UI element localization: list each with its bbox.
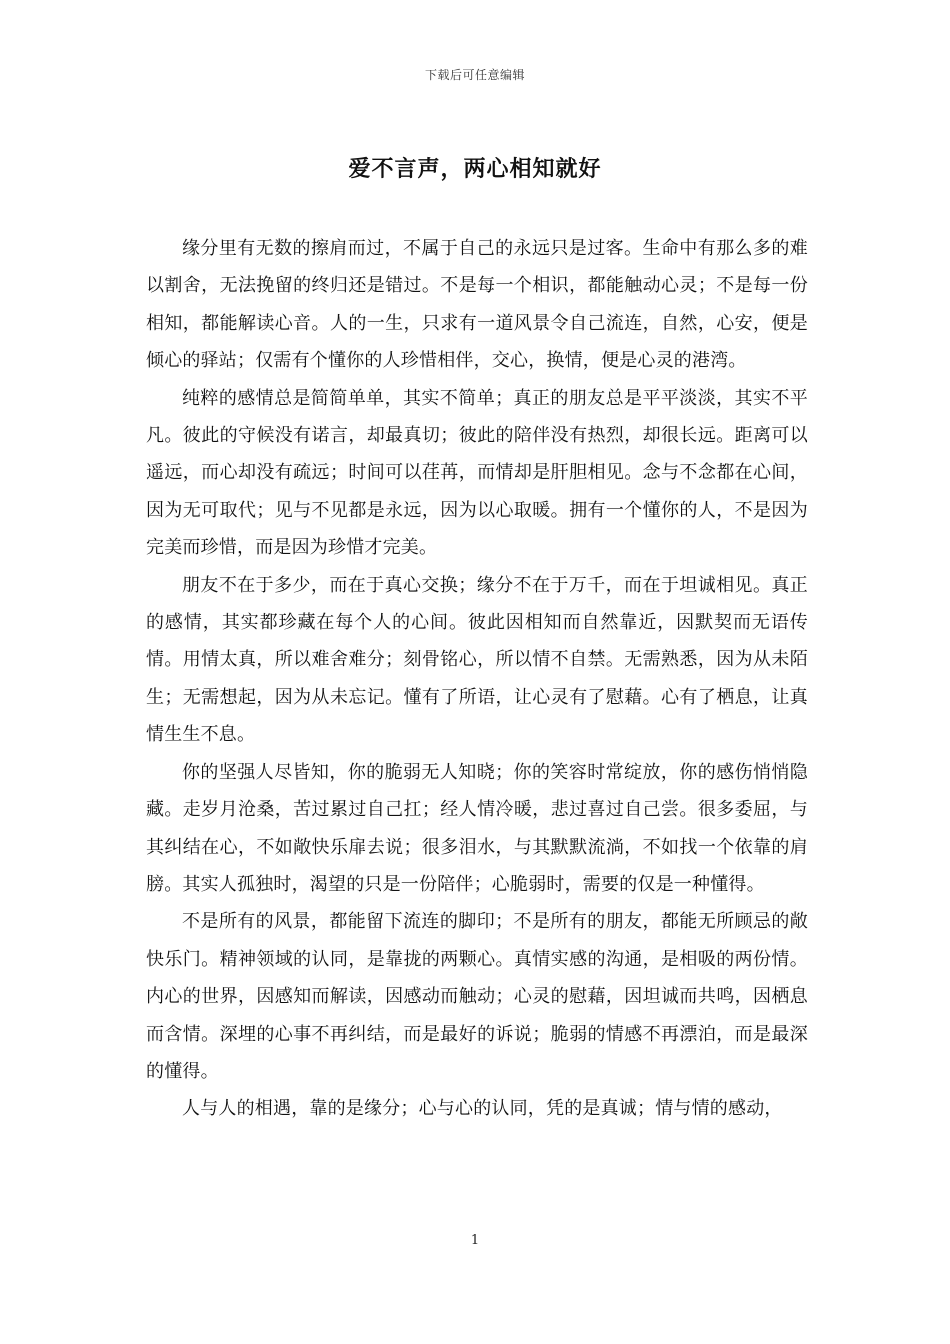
paragraph: 缘分里有无数的擦肩而过，不属于自己的永远只是过客。生命中有那么多的难以割舍，无法挽留的终归还是错过。不是每一个相识，都能触动心灵；不是每一份相知，都能解读心音。人的一生，只求有一道风景令自己流连，自然，心安，便是倾心的驿站；仅需有个懂你的人珍惜相伴，交心，换情，便是心灵的港湾。 [146,238,808,372]
paragraph: 纯粹的感情总是简简单单，其实不简单；真正的朋友总是平平淡淡，其实不平凡。彼此的守候没有诺言，却最真切；彼此的陪伴没有热烈，却很长远。距离可以遥远，而心却没有疏远；时间可以荏苒，而情却是肝胆相见。念与不念都在心间，因为无可取代；见与不见都是永远，因为以心取暖。拥有一个懂你的人，不是因为完美而珍惜，而是因为珍惜才完美。 [146,387,808,559]
document-title: 爱不言声，两心相知就好 [348,156,602,182]
page-header: 下载后可任意编辑 [424,68,525,82]
document-body [146,230,808,1128]
paragraph: 不是所有的风景，都能留下流连的脚印；不是所有的朋友，都能无所顾忌的敞快乐门。精神领域的认同，是靠拢的两颗心。真情实感的沟通，是相吸的两份情。内心的世界，因感知而解读，因感动而触动；心灵的慰藉，因坦诚而共鸣，因栖息而含情。深埋的心事不再纠结，而是最好的诉说；脆弱的情感不再漂泊，而是最深的懂得。 [146,911,808,1082]
paragraph: 你的坚强人尽皆知，你的脆弱无人知晓；你的笑容时常绽放，你的感伤悄悄隐藏。走岁月沧桑，苦过累过自己扛；经人情冷暖，悲过喜过自己尝。很多委屈，与其纠结在心，不如敞快乐扉去说；很多泪水，与其默默流淌，不如找一个依靠的肩膀。其实人孤独时，渴望的只是一份陪伴；心脆弱时，需要的仅是一种懂得。 [146,761,808,895]
paragraph: 人与人的相遇，靠的是缘分；心与心的认同，凭的是真诚；情与情的感动， [182,1098,783,1120]
paragraph: 朋友不在于多少，而在于真心交换；缘分不在于万千，而在于坦诚相见。真正的感情，其实都珍藏在每个人的心间。彼此因相知而自然靠近，因默契而无语传情。用情太真，所以难舍难分；刻骨铭心，所以情不自禁。无需熟悉，因为从未陌生；无需想起，因为从未忘记。懂有了所语，让心灵有了慰藉。心有了栖息，让真情生生不息。 [146,574,808,746]
page-number: 1 [470,1233,480,1248]
